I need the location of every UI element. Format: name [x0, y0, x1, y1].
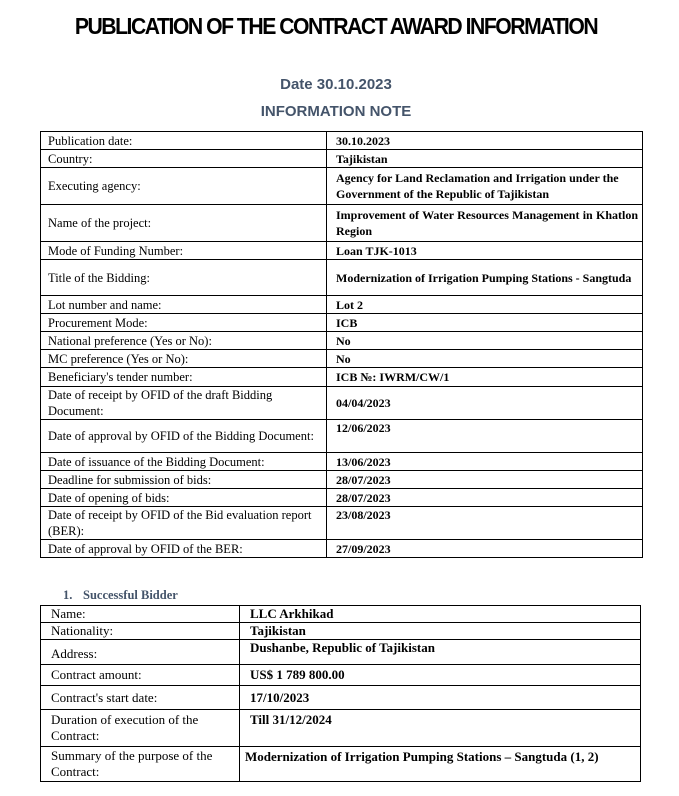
row-value: Loan TJK-1013: [327, 242, 643, 260]
row-label: MC preference (Yes or No):: [41, 350, 327, 368]
row-value: 13/06/2023: [327, 453, 643, 471]
document-date: Date 30.10.2023: [280, 76, 392, 93]
row-value: Improvement of Water Resources Management in Khatlon Region: [327, 205, 643, 242]
row-value: 28/07/2023: [327, 489, 643, 507]
information-note-heading: INFORMATION NOTE: [260, 103, 412, 120]
row-value: ICB: [327, 314, 643, 332]
table-row: [41, 606, 641, 623]
table-row: [41, 368, 643, 387]
row-label: Name:: [41, 606, 240, 623]
successful-bidder-table: [40, 605, 641, 782]
row-value: Tajikistan: [240, 623, 641, 640]
row-label: Date of receipt by OFID of the Bid evaluation report (BER):: [41, 507, 327, 540]
table-row: [41, 168, 643, 205]
table-row: [41, 640, 641, 665]
section-title: Successful Bidder: [83, 588, 178, 602]
section-number: 1.: [63, 588, 73, 602]
table-row: [41, 314, 643, 332]
row-label: Date of approval by OFID of the BER:: [41, 540, 327, 558]
table-row: [41, 420, 643, 453]
section-heading: [63, 588, 178, 603]
table-row: [41, 205, 643, 242]
table-row: [41, 471, 643, 489]
row-value: Modernization of Irrigation Pumping Stations - Sangtuda: [327, 260, 643, 296]
table-row: [41, 242, 643, 260]
row-value: Dushanbe, Republic of Tajikistan: [240, 640, 641, 665]
row-label: Title of the Bidding:: [41, 260, 327, 296]
row-label: Procurement Mode:: [41, 314, 327, 332]
row-label: Contract amount:: [41, 665, 240, 686]
table-row: [41, 623, 641, 640]
row-value: LLC Arkhikad: [240, 606, 641, 623]
table-row: [41, 665, 641, 686]
table-row: [41, 387, 643, 420]
table-row: [41, 332, 643, 350]
row-value: 12/06/2023: [327, 420, 643, 453]
table-row: [41, 260, 643, 296]
row-label: Duration of execution of the Contract:: [41, 710, 240, 747]
contract-info-table: [40, 131, 643, 558]
row-label: Lot number and name:: [41, 296, 327, 314]
table-row: [41, 350, 643, 368]
row-label: Summary of the purpose of the Contract:: [41, 747, 240, 782]
row-label: Name of the project:: [41, 205, 327, 242]
row-label: National preference (Yes or No):: [41, 332, 327, 350]
table-row: [41, 150, 643, 168]
row-label: Deadline for submission of bids:: [41, 471, 327, 489]
row-label: Contract's start date:: [41, 686, 240, 710]
row-label: Date of issuance of the Bidding Document:: [41, 453, 327, 471]
document-title: PUBLICATION OF THE CONTRACT AWARD INFORMATION: [74, 13, 598, 39]
row-value: Lot 2: [327, 296, 643, 314]
row-label: Country:: [41, 150, 327, 168]
row-label: Address:: [41, 640, 240, 665]
row-label: Executing agency:: [41, 168, 327, 205]
row-label: Beneficiary's tender number:: [41, 368, 327, 387]
table-row: [41, 489, 643, 507]
row-value: No: [327, 350, 643, 368]
row-value: 30.10.2023: [327, 132, 643, 150]
row-value: 23/08/2023: [327, 507, 643, 540]
row-label: Date of approval by OFID of the Bidding Document:: [41, 420, 327, 453]
row-value: Till 31/12/2024: [240, 710, 641, 747]
table-row: [41, 540, 643, 558]
row-label: Date of receipt by OFID of the draft Bidding Document:: [41, 387, 327, 420]
table-row: [41, 686, 641, 710]
row-value: 04/04/2023: [327, 387, 643, 420]
row-label: Date of opening of bids:: [41, 489, 327, 507]
row-value: No: [327, 332, 643, 350]
row-value: Tajikistan: [327, 150, 643, 168]
row-label: Mode of Funding Number:: [41, 242, 327, 260]
table-row: [41, 747, 641, 782]
row-value: Agency for Land Reclamation and Irrigation under the Government of the Republic of Tajikistan: [327, 168, 643, 205]
row-value: 27/09/2023: [327, 540, 643, 558]
table-row: [41, 296, 643, 314]
row-value: 28/07/2023: [327, 471, 643, 489]
row-value: Modernization of Irrigation Pumping Stations – Sangtuda (1, 2): [240, 747, 641, 782]
table-row: [41, 507, 643, 540]
table-row: [41, 453, 643, 471]
row-value: 17/10/2023: [240, 686, 641, 710]
table-row: [41, 132, 643, 150]
row-value: US$ 1 789 800.00: [240, 665, 641, 686]
row-label: Nationality:: [41, 623, 240, 640]
row-label: Publication date:: [41, 132, 327, 150]
row-value: ICB №: IWRM/CW/1: [327, 368, 643, 387]
table-row: [41, 710, 641, 747]
